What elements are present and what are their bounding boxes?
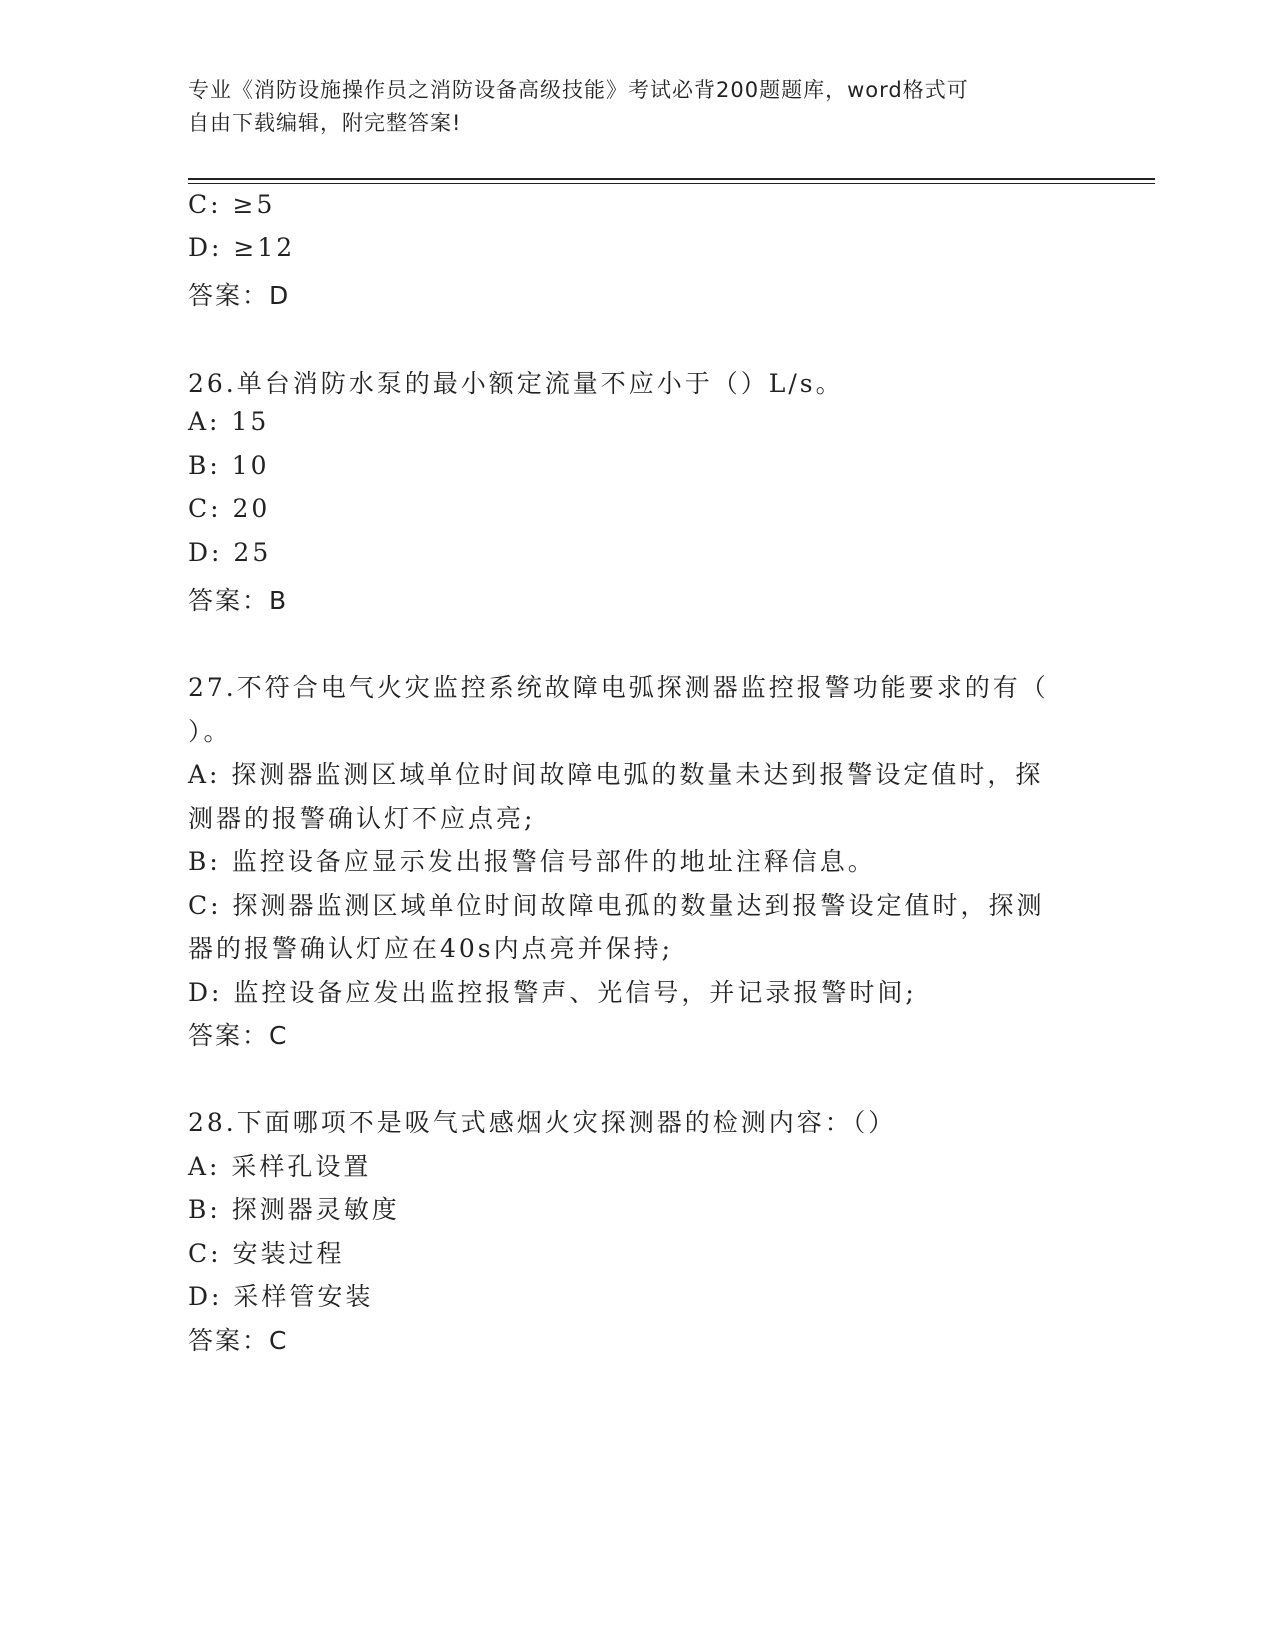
q27-stem-line-1: 27.不符合电气火灾监控系统故障电弧探测器监控报警功能要求的有（ [188, 673, 1049, 702]
q26-option-d: D: 25 [188, 538, 272, 567]
q27-option-c-line-2: 器的报警确认灯应在40s内点亮并保持; [188, 934, 674, 963]
q28-option-d: D: 采样管安装 [188, 1282, 374, 1311]
q25-option-d: D: ≥12 [188, 233, 296, 262]
q28-answer: 答案：C [188, 1326, 289, 1355]
q27-option-a-line-2: 测器的报警确认灯不应点亮; [188, 804, 536, 833]
q27-answer: 答案：C [188, 1021, 289, 1050]
q26-option-b: B: 10 [188, 451, 270, 480]
q28-option-c: C: 安装过程 [188, 1239, 345, 1268]
q28-option-b: B: 探测器灵敏度 [188, 1195, 400, 1224]
q26-option-a: A: 15 [188, 407, 270, 436]
header-divider-thin [188, 183, 1155, 184]
q26-option-c: C: 20 [188, 494, 271, 523]
q27-option-c-line-1: C: 探测器监测区域单位时间故障电孤的数量达到报警设定值时，探测 [188, 891, 1045, 920]
q26-stem: 26.单台消防水泵的最小额定流量不应小于（）L/s。 [188, 369, 844, 398]
q27-option-b: B: 监控设备应显示发出报警信号部件的地址注释信息。 [188, 847, 876, 876]
q25-option-c: C: ≥5 [188, 190, 276, 219]
header-title-line-2: 自由下载编辑，附完整答案! [188, 111, 462, 135]
q27-option-a-line-1: A: 探测器监测区域单位时间故障电弧的数量未达到报警设定值时，探 [188, 760, 1044, 789]
q27-stem-line-2: ）。 [188, 717, 232, 746]
q28-stem: 28.下面哪项不是吸气式感烟火灾探测器的检测内容：（） [188, 1108, 897, 1137]
q26-answer: 答案：B [188, 586, 289, 615]
header-divider-thick [188, 178, 1155, 180]
q27-option-d: D: 监控设备应发出监控报警声、光信号，并记录报警时间; [188, 978, 917, 1007]
document-header [188, 74, 1088, 140]
header-title-line-1: 专业《消防设施操作员之消防设备高级技能》考试必背200题题库，word格式可 [188, 78, 969, 102]
q28-option-a: A: 采样孔设置 [188, 1152, 372, 1181]
q25-answer: 答案：D [188, 281, 291, 310]
